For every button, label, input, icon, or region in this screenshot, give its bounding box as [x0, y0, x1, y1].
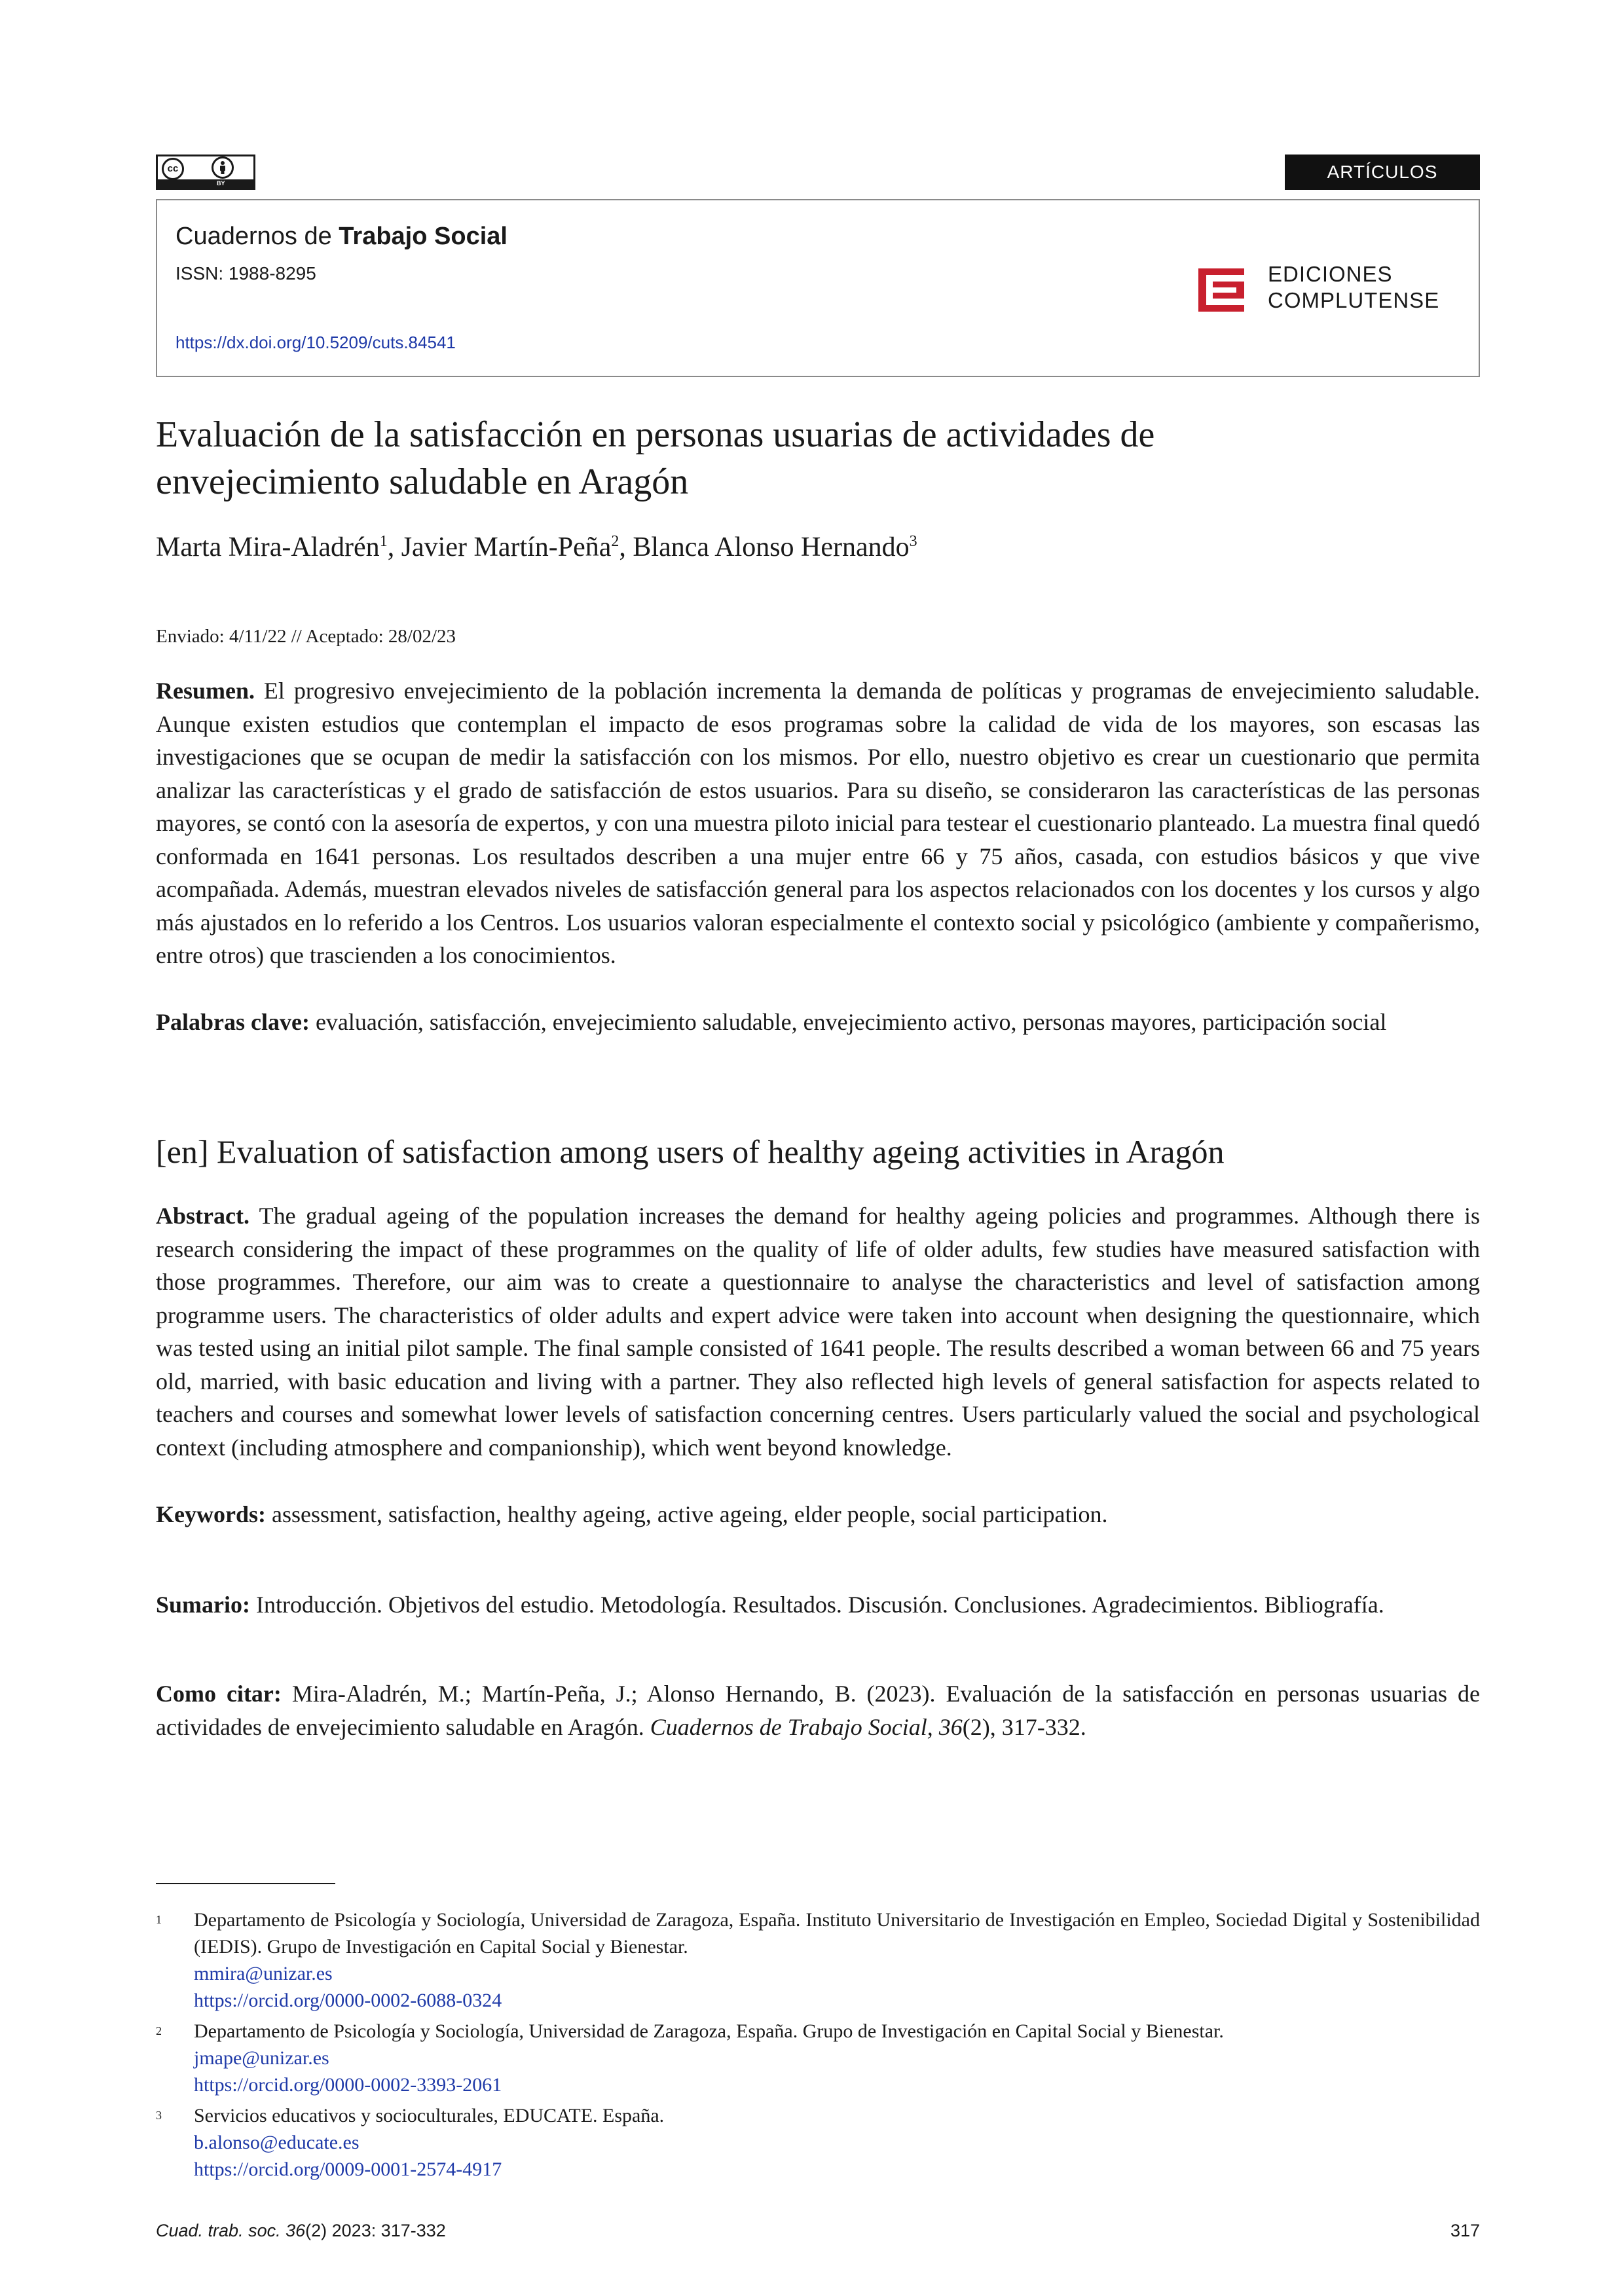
author-name: Marta Mira-Aladrén — [156, 532, 380, 562]
publisher-name-line2: COMPLUTENSE — [1268, 288, 1440, 312]
keywords-spanish-text: evaluación, satisfacción, envejecimiento saludable, envejecimiento activo, personas mayores, participación social — [309, 1009, 1387, 1035]
author-name: Javier Martín-Peña — [401, 532, 612, 562]
sumario-text: Introducción. Objetivos del estudio. Metodología. Resultados. Discusión. Conclusiones. Agradecimientos. Bibliografía. — [250, 1592, 1384, 1618]
footnote-number: 2 — [156, 2024, 162, 2037]
footnote-email-link[interactable]: jmape@unizar.es — [194, 2047, 329, 2069]
journal-name-bold: Trabajo Social — [339, 223, 507, 250]
keywords-english-text: assessment, satisfaction, healthy ageing, active ageing, elder people, social participation. — [265, 1501, 1108, 1527]
journal-name-prefix: Cuadernos de — [175, 223, 339, 250]
keywords-english-label: Keywords: — [156, 1501, 266, 1527]
abstract-english — [156, 1199, 1480, 1464]
journal-name — [175, 223, 507, 251]
sumario-label: Sumario: — [156, 1592, 250, 1618]
footnote-orcid-link[interactable]: https://orcid.org/0009-0001-2574-4917 — [194, 2159, 502, 2180]
by-label: BY — [217, 180, 225, 187]
english-title: [en] Evaluation of satisfaction among users of healthy ageing activities in Aragón — [156, 1133, 1225, 1170]
footer-journal: Cuad. trab. soc. 36 — [156, 2221, 306, 2240]
footnote-number: 1 — [156, 1913, 162, 1926]
how-to-cite — [156, 1677, 1480, 1743]
footnote-orcid-link[interactable]: https://orcid.org/0000-0002-3393-2061 — [194, 2074, 502, 2096]
page-number: 317 — [1450, 2221, 1480, 2240]
submission-dates: Enviado: 4/11/22 // Aceptado: 28/02/23 — [156, 626, 456, 647]
section-tag: ARTÍCULOS — [1285, 155, 1480, 190]
cc-by-license-badge — [156, 155, 255, 190]
footnote-email-link[interactable]: b.alonso@educate.es — [194, 2132, 360, 2153]
citar-label: Como citar: — [156, 1681, 282, 1707]
article-title — [156, 411, 1452, 505]
abstract-english-label: Abstract. — [156, 1203, 249, 1229]
author-affiliation-marker: 3 — [909, 533, 917, 550]
footnote-divider — [156, 1883, 335, 1884]
running-footer-citation — [156, 2221, 446, 2241]
table-of-contents-summary — [156, 1588, 1480, 1622]
doi-link[interactable]: https://dx.doi.org/10.5209/cuts.84541 — [175, 333, 456, 352]
citar-pages: (2), 317-332. — [962, 1713, 1086, 1740]
article-title-line1: Evaluación de la satisfacción en personas usuarias de actividades de — [156, 414, 1155, 455]
abstract-spanish-label: Resumen. — [156, 678, 255, 704]
author-affiliation-marker: 2 — [611, 533, 619, 550]
author-list: Marta Mira-Aladrén$^1$, Javier Martín-Peña$^2$, Blanca Alonso Hernando$^3$ — [156, 532, 917, 562]
footnote-email-link[interactable]: mmira@unizar.es — [194, 1963, 333, 1984]
citar-text: Mira-Aladrén, M.; Martín-Peña, J.; Alonso Hernando, B. (2023). Evaluación de la satisfacción en personas usuarias de actividades de envejecimiento saludable en Aragón. — [156, 1681, 1481, 1740]
footnote-orcid-link[interactable]: https://orcid.org/0000-0002-6088-0324 — [194, 1990, 502, 2011]
keywords-spanish — [156, 1006, 1480, 1039]
attribution-person-icon — [212, 156, 234, 179]
publisher-name-line1: EDICIONES — [1268, 262, 1393, 286]
keywords-english — [156, 1498, 1480, 1531]
footnote-number: 3 — [156, 2109, 162, 2122]
abstract-spanish — [156, 674, 1480, 972]
abstract-english-text: The gradual ageing of the population increases the demand for healthy ageing policies and programmes. Although there is research considering the impact of these programmes on the quality of life of older adults, few studies have measured satisfaction with those programmes. Therefore, our aim was to create a questionnaire to analyse the characteristics and level of satisfaction among programme users. The characteristics of older adults and expert advice were taken into account when designing the questionnaire, which was tested using an initial pilot sample. The final sample consisted of 1641 people. The results described a woman between 66 and 75 years old, married, with basic education and living with a partner. They also reflected high levels of general satisfaction for aspects related to teachers and courses and somewhat lower levels of satisfaction concerning centres. Users particularly valued the social and psychological context (including atmosphere and companionship), which went beyond knowledge. — [156, 1203, 1480, 1461]
footer-issue: (2) 2023: 317-332 — [305, 2221, 446, 2240]
footnote-affiliation: Servicios educativos y socioculturales, EDUCATE. España. — [194, 2105, 665, 2126]
issn: ISSN: 1988-8295 — [175, 263, 316, 283]
citar-journal: Cuadernos de Trabajo Social, 36 — [650, 1713, 963, 1740]
cc-icon: cc — [162, 158, 184, 180]
footnote-affiliation: Departamento de Psicología y Sociología, Universidad de Zaragoza, España. Instituto Universitario de Investigación en Empleo, Sociedad Digital y Sostenibilidad (IEDIS). Grupo de Investigación en Capital Social y Bienestar. — [194, 1909, 1480, 1958]
abstract-spanish-text: El progresivo envejecimiento de la población incrementa la demanda de políticas y programas de envejecimiento saludable. Aunque existen estudios que contemplan el impacto de esos programas sobre la calidad de vida de los mayores, son escasas las investigaciones que se ocupan de medir la satisfacción con los mismos. Por ello, nuestro objetivo es crear un cuestionario que permita analizar las características y el grado de satisfacción de estos usuarios. Para su diseño, se consideraron las características de las personas mayores, se contó con la asesoría de expertos, y con una muestra piloto inicial para testear el cuestionario planteado. La muestra final quedó conformada en 1641 personas. Los resultados describen a una mujer entre 66 y 75 años, casada, con estudios básicos y que vive acompañada. Además, muestran elevados niveles de satisfacción general para los aspectos relacionados con los docentes y los cursos y algo más ajustados en lo referido a los Centros. Los usuarios valoran especialmente el contexto social y psicológico (ambiente y compañerismo, entre otros) que trascienden a los conocimientos. — [156, 678, 1480, 968]
footnote-affiliation: Departamento de Psicología y Sociología, Universidad de Zaragoza, España. Grupo de Investigación en Capital Social y Bienestar. — [194, 2020, 1224, 2042]
keywords-spanish-label: Palabras clave: — [156, 1009, 310, 1035]
article-title-line2: envejecimiento saludable en Aragón — [156, 462, 689, 502]
author-name: Blanca Alonso Hernando — [633, 532, 910, 562]
ediciones-complutense-logo-icon — [1198, 268, 1244, 312]
author-affiliation-marker: 1 — [379, 533, 388, 550]
